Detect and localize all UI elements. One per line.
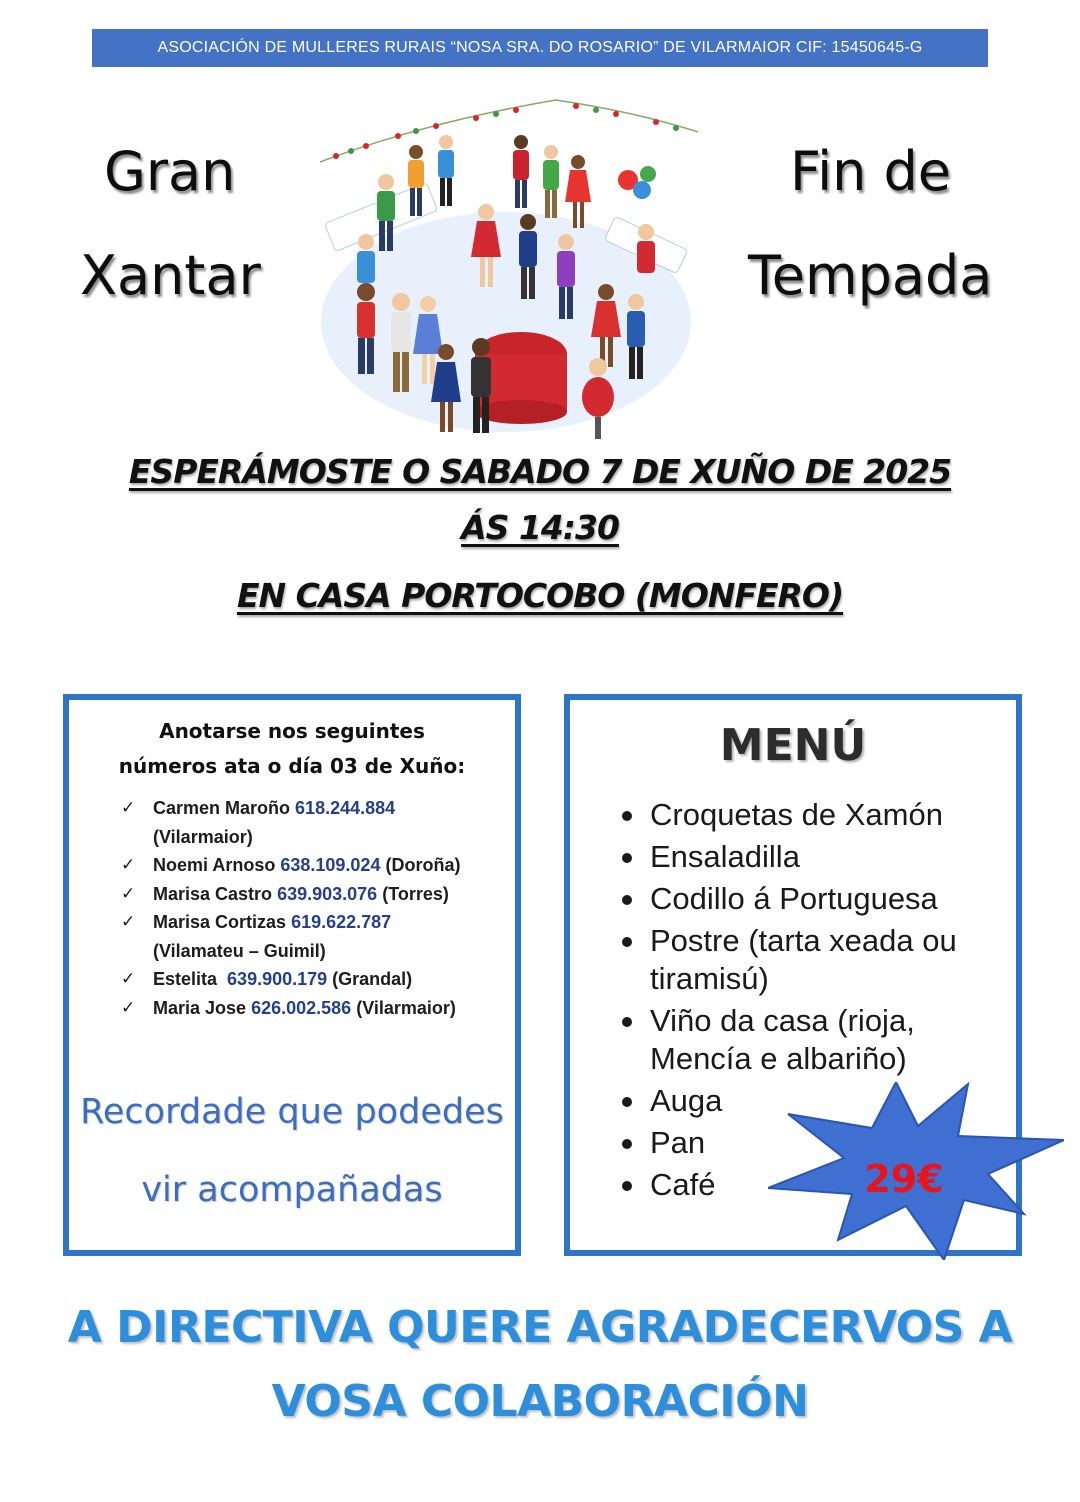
menu-item: Pan	[620, 1124, 1000, 1162]
contact-place: (Torres)	[382, 883, 449, 904]
contact-phone: 619.622.787	[291, 912, 392, 932]
list-item	[119, 908, 509, 965]
contact-name: Noemi Arnoso	[153, 855, 276, 875]
contact-place: (Grandal)	[332, 969, 413, 989]
menu-item: Codillo á Portuguesa	[620, 880, 1000, 918]
contact-phone: 638.109.024	[280, 855, 381, 875]
menu-item: Viño da casa (rioja, Mencía e albariño)	[620, 1002, 1000, 1078]
contact-list	[119, 794, 509, 1022]
menu-item: Auga	[620, 1082, 1000, 1120]
check-icon: ✓	[121, 969, 136, 988]
footer-line2: VOSA COLABORACIÓN	[271, 1376, 809, 1427]
list-item	[119, 851, 509, 880]
contact-name: Estelita	[153, 969, 218, 989]
title-gran: Gran	[104, 140, 236, 203]
price-label: 29€	[864, 1157, 944, 1201]
reminder-line1: Recordade que podedes	[80, 1092, 504, 1132]
menu-item: Postre (tarta xeada ou tiramisú)	[620, 922, 1000, 998]
list-item	[119, 994, 509, 1023]
footer-line1: A DIRECTIVA QUERE AGRADECERVOS A	[67, 1302, 1013, 1353]
contact-place: (Doroña)	[385, 855, 461, 875]
contact-name: Marisa Castro	[153, 883, 273, 904]
check-icon: ✓	[121, 883, 136, 903]
menu-item: Croquetas de Xamón	[620, 796, 1000, 834]
check-icon: ✓	[121, 997, 136, 1017]
list-item	[119, 965, 509, 994]
menu-item: Café	[620, 1166, 1000, 1204]
event-time: ÁS 14:30	[461, 508, 619, 547]
contact-name: Marisa Cortizas	[153, 912, 287, 932]
contact-name: Maria Jose	[153, 997, 247, 1018]
title-fin-de: Fin de	[790, 140, 952, 203]
check-icon: ✓	[121, 912, 136, 931]
registration-title-line2: números ata o día 03 de Xuño:	[118, 754, 466, 778]
contact-phone: 626.002.586	[251, 997, 352, 1018]
event-date: ESPERÁMOSTE O SABADO 7 DE XUÑO DE 2025	[128, 452, 952, 491]
contact-phone: 618.244.884	[295, 798, 396, 818]
registration-title-line1: Anotarse nos seguintes	[159, 719, 425, 743]
contact-phone: 639.903.076	[277, 883, 378, 904]
contact-phone: 639.900.179	[227, 969, 328, 989]
association-name: ASOCIACIÓN DE MULLERES RURAIS “NOSA SRA. DO ROSARIO” DE VILARMAIOR CIF: 15450645-G	[157, 39, 923, 56]
contact-place: (Vilarmaior)	[356, 997, 456, 1018]
contact-name: Carmen Maroño	[153, 798, 291, 818]
check-icon: ✓	[121, 855, 136, 874]
association-header-bar	[92, 29, 988, 67]
title-tempada: Tempada	[748, 244, 993, 307]
list-item	[119, 880, 509, 909]
price-starburst	[768, 1082, 1064, 1260]
menu-item: Ensaladilla	[620, 838, 1000, 876]
event-place: EN CASA PORTOCOBO (MONFERO)	[236, 576, 844, 615]
list-item	[119, 794, 509, 851]
menu-title: MENÚ	[719, 720, 867, 771]
title-xantar: Xantar	[80, 244, 261, 307]
party-people-illustration	[306, 92, 706, 444]
contact-place: (Vilamateu – Guimil)	[153, 940, 326, 961]
reminder-line2: vir acompañadas	[141, 1170, 443, 1210]
registration-box	[63, 694, 521, 1256]
contact-place: (Vilarmaior)	[153, 826, 253, 847]
check-icon: ✓	[121, 798, 136, 817]
